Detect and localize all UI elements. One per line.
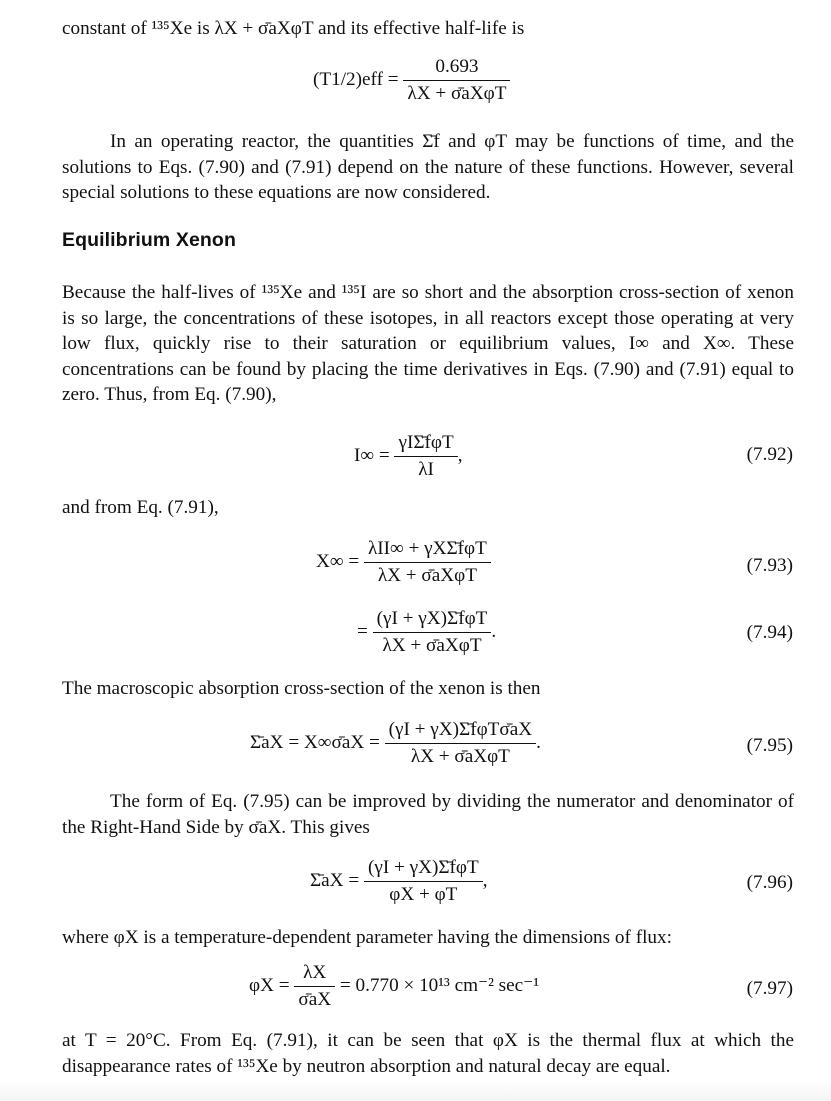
paragraph-operating-reactor: In an operating reactor, the quantities Σ̄f and φT may be functions of time, and the solutions to Eqs. (7.90) and (7.91) depend on the nature of these functions. However, several special solutions to these equations are now considered. <box>62 131 794 204</box>
eq793-fraction <box>364 538 491 587</box>
eq795-tail: . <box>536 731 541 753</box>
equation-number-7-97: (7.97) <box>746 978 793 999</box>
equation-7-94 <box>357 608 496 657</box>
paragraph-phi-x: where φX is a temperature-dependent parameter having the dimensions of flux: <box>62 927 672 948</box>
page-bottom-shade <box>0 1080 831 1101</box>
paragraph-half-lives: Because the half-lives of ¹³⁵Xe and ¹³⁵I are so short and the absorption cross-section of xenon is so large, the concentrations of these isotopes, in all reactors except those operating at very low flux, quickly rise to their saturation or equilibrium values, I∞ and X∞. These concentrations can be found by placing the time derivatives in Eqs. (7.90) and (7.91) equal to zero. Thus, from Eq. (7.90), <box>62 282 794 406</box>
eq797-rhs: = 0.770 × 10¹³ cm⁻² sec⁻¹ <box>339 974 540 996</box>
equation-number-7-95: (7.95) <box>746 735 793 756</box>
equation-number-7-93: (7.93) <box>746 555 793 576</box>
eq797-numerator: λX <box>294 962 335 987</box>
eq794-lhs: = <box>357 620 368 642</box>
equation-7-96 <box>310 857 488 906</box>
equation-number-7-94: (7.94) <box>746 622 793 643</box>
section-heading: Equilibrium Xenon <box>62 229 236 251</box>
eq793-numerator: λII∞ + γXΣ̄fφT <box>364 538 491 563</box>
equation-7-95 <box>250 719 541 768</box>
eq794-denominator: λX + σ̄aXφT <box>382 635 482 656</box>
eq794-fraction <box>373 608 492 657</box>
eq792-tail: , <box>457 444 463 466</box>
eq792-fraction <box>394 432 457 481</box>
paragraph-macroscopic: The macroscopic absorption cross-section of the xenon is then <box>62 678 541 699</box>
halflife-fraction <box>403 56 510 105</box>
eq793-lhs: X∞ = <box>316 550 360 572</box>
eq792-denominator: λI <box>418 459 434 480</box>
equation-number-7-96: (7.96) <box>746 872 793 893</box>
eq797-denominator: σ̄aX <box>298 989 332 1010</box>
eq797-lhs: φX = <box>249 974 290 996</box>
eq795-denominator: λX + σ̄aXφT <box>410 746 510 767</box>
eq792-lhs: I∞ = <box>354 444 390 466</box>
equation-number-7-92: (7.92) <box>746 444 793 465</box>
eq797-fraction <box>294 962 335 1011</box>
eq795-numerator: (γI + γX)Σ̄fφTσ̄aX <box>385 719 536 744</box>
paragraph-form-improved: The form of Eq. (7.95) can be improved by dividing the numerator and denominator of the Right-Hand Side by σ̄aX. This gives <box>62 791 794 838</box>
halflife-denominator: λX + σ̄aXφT <box>407 83 507 104</box>
halflife-numerator: 0.693 <box>403 56 510 81</box>
and-from-line: and from Eq. (7.91), <box>62 497 219 518</box>
eq794-numerator: (γI + γX)Σ̄fφT <box>373 608 492 633</box>
paragraph-at-temperature: at T = 20°C. From Eq. (7.91), it can be seen that φX is the thermal flux at which the disappearance rates of ¹³⁵Xe by neutron absorption and natural decay are equal. <box>62 1030 794 1077</box>
intro-line: constant of ¹³⁵Xe is λX + σ̄aXφT and its effective half-life is <box>62 18 525 39</box>
eq794-tail: . <box>491 620 497 642</box>
eq795-lhs: Σ̄aX = X∞σ̄aX = <box>250 731 380 753</box>
eq793-denominator: λX + σ̄aXφT <box>377 565 477 586</box>
equation-7-97 <box>249 962 539 1011</box>
eq796-numerator: (γI + γX)Σ̄fφT <box>364 857 483 882</box>
halflife-equation <box>313 56 510 105</box>
eq796-denominator: φX + φT <box>389 884 458 905</box>
eq796-tail: , <box>482 869 488 891</box>
equation-7-93 <box>316 538 491 587</box>
eq792-numerator: γIΣ̄fφT <box>394 432 457 457</box>
eq795-fraction <box>385 719 536 768</box>
eq796-lhs: Σ̄aX = <box>310 869 360 891</box>
eq796-fraction <box>364 857 483 906</box>
halflife-lhs: (T1/2)eff = <box>313 68 399 90</box>
equation-7-92 <box>354 432 463 481</box>
